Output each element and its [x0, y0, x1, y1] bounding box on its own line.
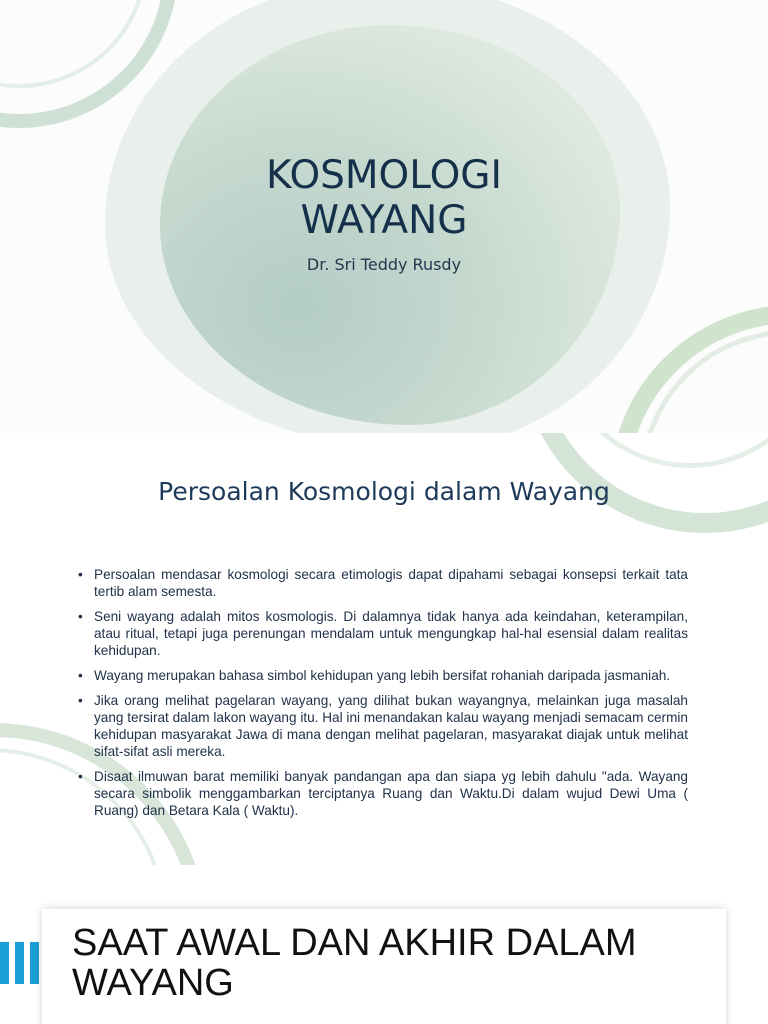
slide-title [0, 0, 768, 433]
title-line: KOSMOLOGI [266, 153, 502, 198]
bullet-icon: • [78, 609, 83, 624]
list-item [78, 768, 688, 819]
title-line: SAAT AWAL DAN AKHIR DALAM [72, 922, 637, 964]
list-item-text: Persoalan mendasar kosmologi secara etimologis dapat dipahami sebagai konsepsi terkait tata tertib alam semesta. [94, 567, 688, 599]
title-line: WAYANG [72, 962, 234, 1004]
bullet-icon: • [78, 668, 83, 683]
slide-content [0, 433, 768, 865]
slide-heading: Persoalan Kosmologi dalam Wayang [158, 477, 610, 506]
bullet-icon: • [78, 769, 83, 784]
list-item-text: Disaat ilmuwan barat memiliki banyak pandangan apa dan siapa yg lebih dahulu "ada. Wayang secara simbolik menggambarkan terciptanya Ruang dan Waktu.Di dalam wujud Dewi Uma ( Ruang) dan Betara Kala ( Waktu). [94, 769, 688, 818]
list-item-text: Seni wayang adalah mitos kosmologis. Di dalamnya tidak hanya ada keindahan, keterampilan, atau ritual, tetapi juga perenungan mendalam untuk mengungkap hal-hal esensial dalam realitas kehidupan. [94, 609, 688, 658]
title-line: WAYANG [300, 198, 468, 243]
bullet-list [78, 566, 688, 827]
presentation-title [0, 153, 768, 243]
accent-stripes [0, 942, 40, 984]
list-item [78, 692, 688, 760]
bullet-icon: • [78, 567, 83, 582]
accent-stripe [0, 942, 9, 984]
author-name: Dr. Sri Teddy Rusdy [306, 255, 462, 274]
accent-stripe [30, 942, 39, 984]
bullet-icon: • [78, 693, 83, 708]
slide-section-header [0, 865, 768, 1024]
accent-stripe [15, 942, 24, 984]
list-item [78, 608, 688, 659]
list-item [78, 566, 688, 600]
section-title [72, 923, 712, 1003]
list-item-text: Wayang merupakan bahasa simbol kehidupan yang lebih bersifat rohaniah daripada jasmaniah. [94, 668, 671, 683]
list-item-text: Jika orang melihat pagelaran wayang, yang dilihat bukan wayangnya, melainkan juga masalah yang tersirat dalam lakon wayang itu. Hal ini menandakan kalau wayang menjadi semacam cermin kehidupan masyarakat Jawa di mana dengan melihat pagelaran, masyarakat diajak untuk melihat sifat-sifat asli mereka. [94, 693, 688, 759]
list-item [78, 667, 688, 684]
